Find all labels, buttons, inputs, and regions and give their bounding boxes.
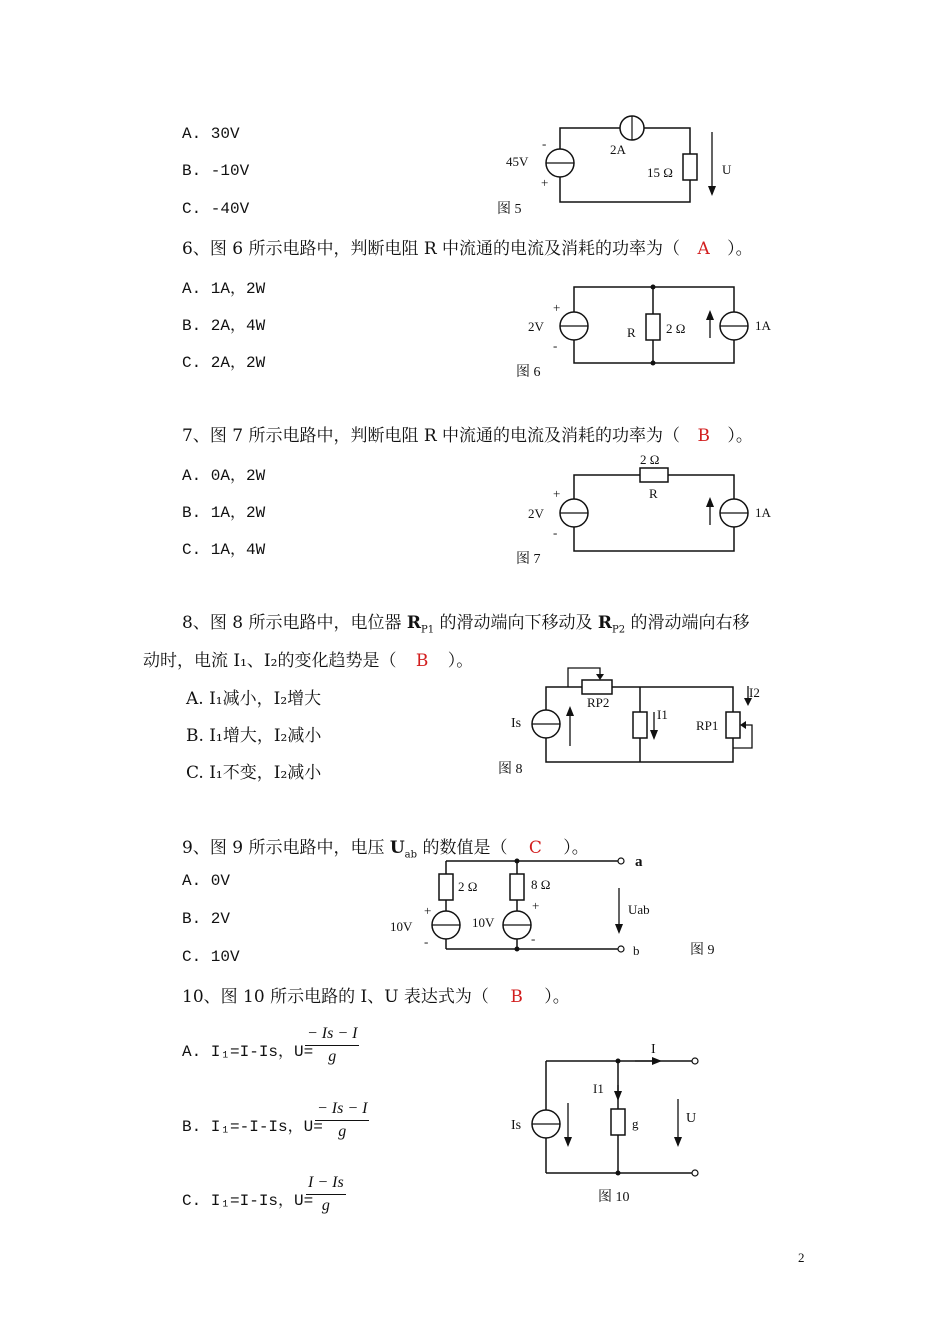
svg-text:-: - [542,136,547,151]
figure-7 [510,450,790,575]
q5-option-a: A. 30V [182,125,240,143]
figure-8 [490,660,780,785]
svg-text:I1: I1 [657,707,668,722]
q8-stem-line2: 动时，电流 I₁、I₂的变化趋势是（ B ）。 [143,651,474,671]
svg-text:-: - [531,931,536,946]
fig9-caption: 图 9 [690,943,715,958]
svg-text:Uab: Uab [628,902,650,917]
q9-answer: C [528,838,542,858]
fig6-caption: 图 6 [516,365,541,380]
q6-answer: A [697,239,710,259]
q10-option-b-fraction: $\frac{- Is - I}{g}$ [317,1100,368,1140]
svg-text:R: R [649,486,658,501]
svg-text:2V: 2V [528,506,544,521]
q5-option-c: C. -40V [182,200,250,218]
resistor-icon [633,712,647,738]
svg-text:10V: 10V [390,919,413,934]
svg-text:I: I [651,1042,656,1057]
svg-text:RP1: RP1 [696,718,719,733]
potentiometer-icon [726,712,740,738]
resistor-icon [510,874,524,900]
q7-option-b: B. 1A，2W [182,504,266,522]
resistor-icon [683,154,697,180]
svg-text:Is: Is [511,716,522,731]
q8-option-a: A. I₁减小，I₂增大 [186,689,322,709]
fig7-caption: 图 7 [516,552,541,567]
q6-option-a: A. 1A，2W [182,280,266,298]
svg-text:-: - [553,338,558,353]
svg-text:U: U [686,1111,697,1126]
q6-option-c: C. 2A，2W [182,354,266,372]
fig5-resistor: 15 Ω [647,165,673,180]
q7-option-c: C. 1A，4W [182,541,266,559]
q8-answer: B [415,651,429,671]
resistor-icon [439,874,453,900]
figure-6 [510,280,790,385]
q5-option-b: B. -10V [182,162,250,180]
svg-text:Is: Is [511,1118,522,1133]
svg-text:1A: 1A [755,505,771,520]
q10-stem: 10、图 10 所示电路的 I、U 表达式为（ B ）。 [182,987,570,1007]
q9-option-a: A. 0V [182,872,231,890]
q9-option-b: B. 2V [182,910,231,928]
resistor-icon [611,1109,625,1135]
svg-text:8 Ω: 8 Ω [531,877,551,892]
svg-text:I2: I2 [749,685,760,700]
svg-text:+: + [424,903,432,918]
q7-answer: B [697,426,710,446]
resistor-icon [640,468,668,482]
q6-option-b: B. 2A，4W [182,317,266,335]
svg-text:RP2: RP2 [587,695,610,710]
svg-text:R: R [627,325,636,340]
fig5-current: 2A [610,142,626,157]
svg-text:2V: 2V [528,319,544,334]
q9-stem: 9、图 9 所示电路中，电压 $U_{ab}$ 的数值是（ C ）。 [182,838,589,861]
svg-text:+: + [553,300,561,315]
svg-text:+: + [541,175,549,190]
q10-option-c-fraction: $\frac{I - Is}{g}$ [308,1174,344,1214]
svg-text:I1: I1 [593,1081,604,1096]
figure-10 [500,1035,730,1210]
q8-option-b: B. I₁增大，I₂减小 [186,726,322,746]
svg-text:2 Ω: 2 Ω [640,452,660,467]
figure-9 [380,840,740,970]
potentiometer-icon [582,680,612,694]
svg-text:+: + [553,486,561,501]
q10-option-c: C. I₁=I-Is，U= [182,1192,314,1210]
q9-option-c: C. 10V [182,948,240,966]
resistor-icon [646,314,660,340]
fig5-caption: 图 5 [497,202,522,217]
svg-text:g: g [632,1116,639,1131]
svg-text:-: - [424,934,429,949]
q10-option-a-fraction: $\frac{- Is - I}{g}$ [307,1025,358,1065]
fig8-caption: 图 8 [498,762,523,777]
figure-5 [490,110,750,225]
q7-stem: 7、图 7 所示电路中，判断电阻 R 中流通的电流及消耗的功率为（ B ）。 [182,426,753,446]
q8-option-c: C. I₁不变，I₂减小 [186,763,322,783]
q8-stem-line1: 8、图 8 所示电路中，电位器 $R_{P1}$ 的滑动端向下移动及 $R_{P2}$ 的滑动端向右移 [182,613,750,636]
svg-text:+: + [532,898,540,913]
svg-text:10V: 10V [472,915,495,930]
q10-option-b: B. I₁=-I-Is，U= [182,1118,323,1136]
svg-text:1A: 1A [755,318,771,333]
fig10-caption: 图 10 [598,1190,630,1205]
q6-stem: 6、图 6 所示电路中，判断电阻 R 中流通的电流及消耗的功率为（ A ）。 [182,239,753,259]
q10-answer: B [510,987,523,1007]
svg-text:U: U [722,162,732,177]
svg-text:-: - [553,525,558,540]
svg-text:2 Ω: 2 Ω [458,879,478,894]
fig5-source-v: 45V [506,154,529,169]
page-number: 2 [798,1250,805,1265]
q10-option-a: A. I₁=I-Is，U= [182,1043,314,1061]
svg-text:a: a [635,854,643,870]
svg-text:2 Ω: 2 Ω [666,321,686,336]
q7-option-a: A. 0A，2W [182,467,266,485]
svg-text:b: b [633,943,640,958]
